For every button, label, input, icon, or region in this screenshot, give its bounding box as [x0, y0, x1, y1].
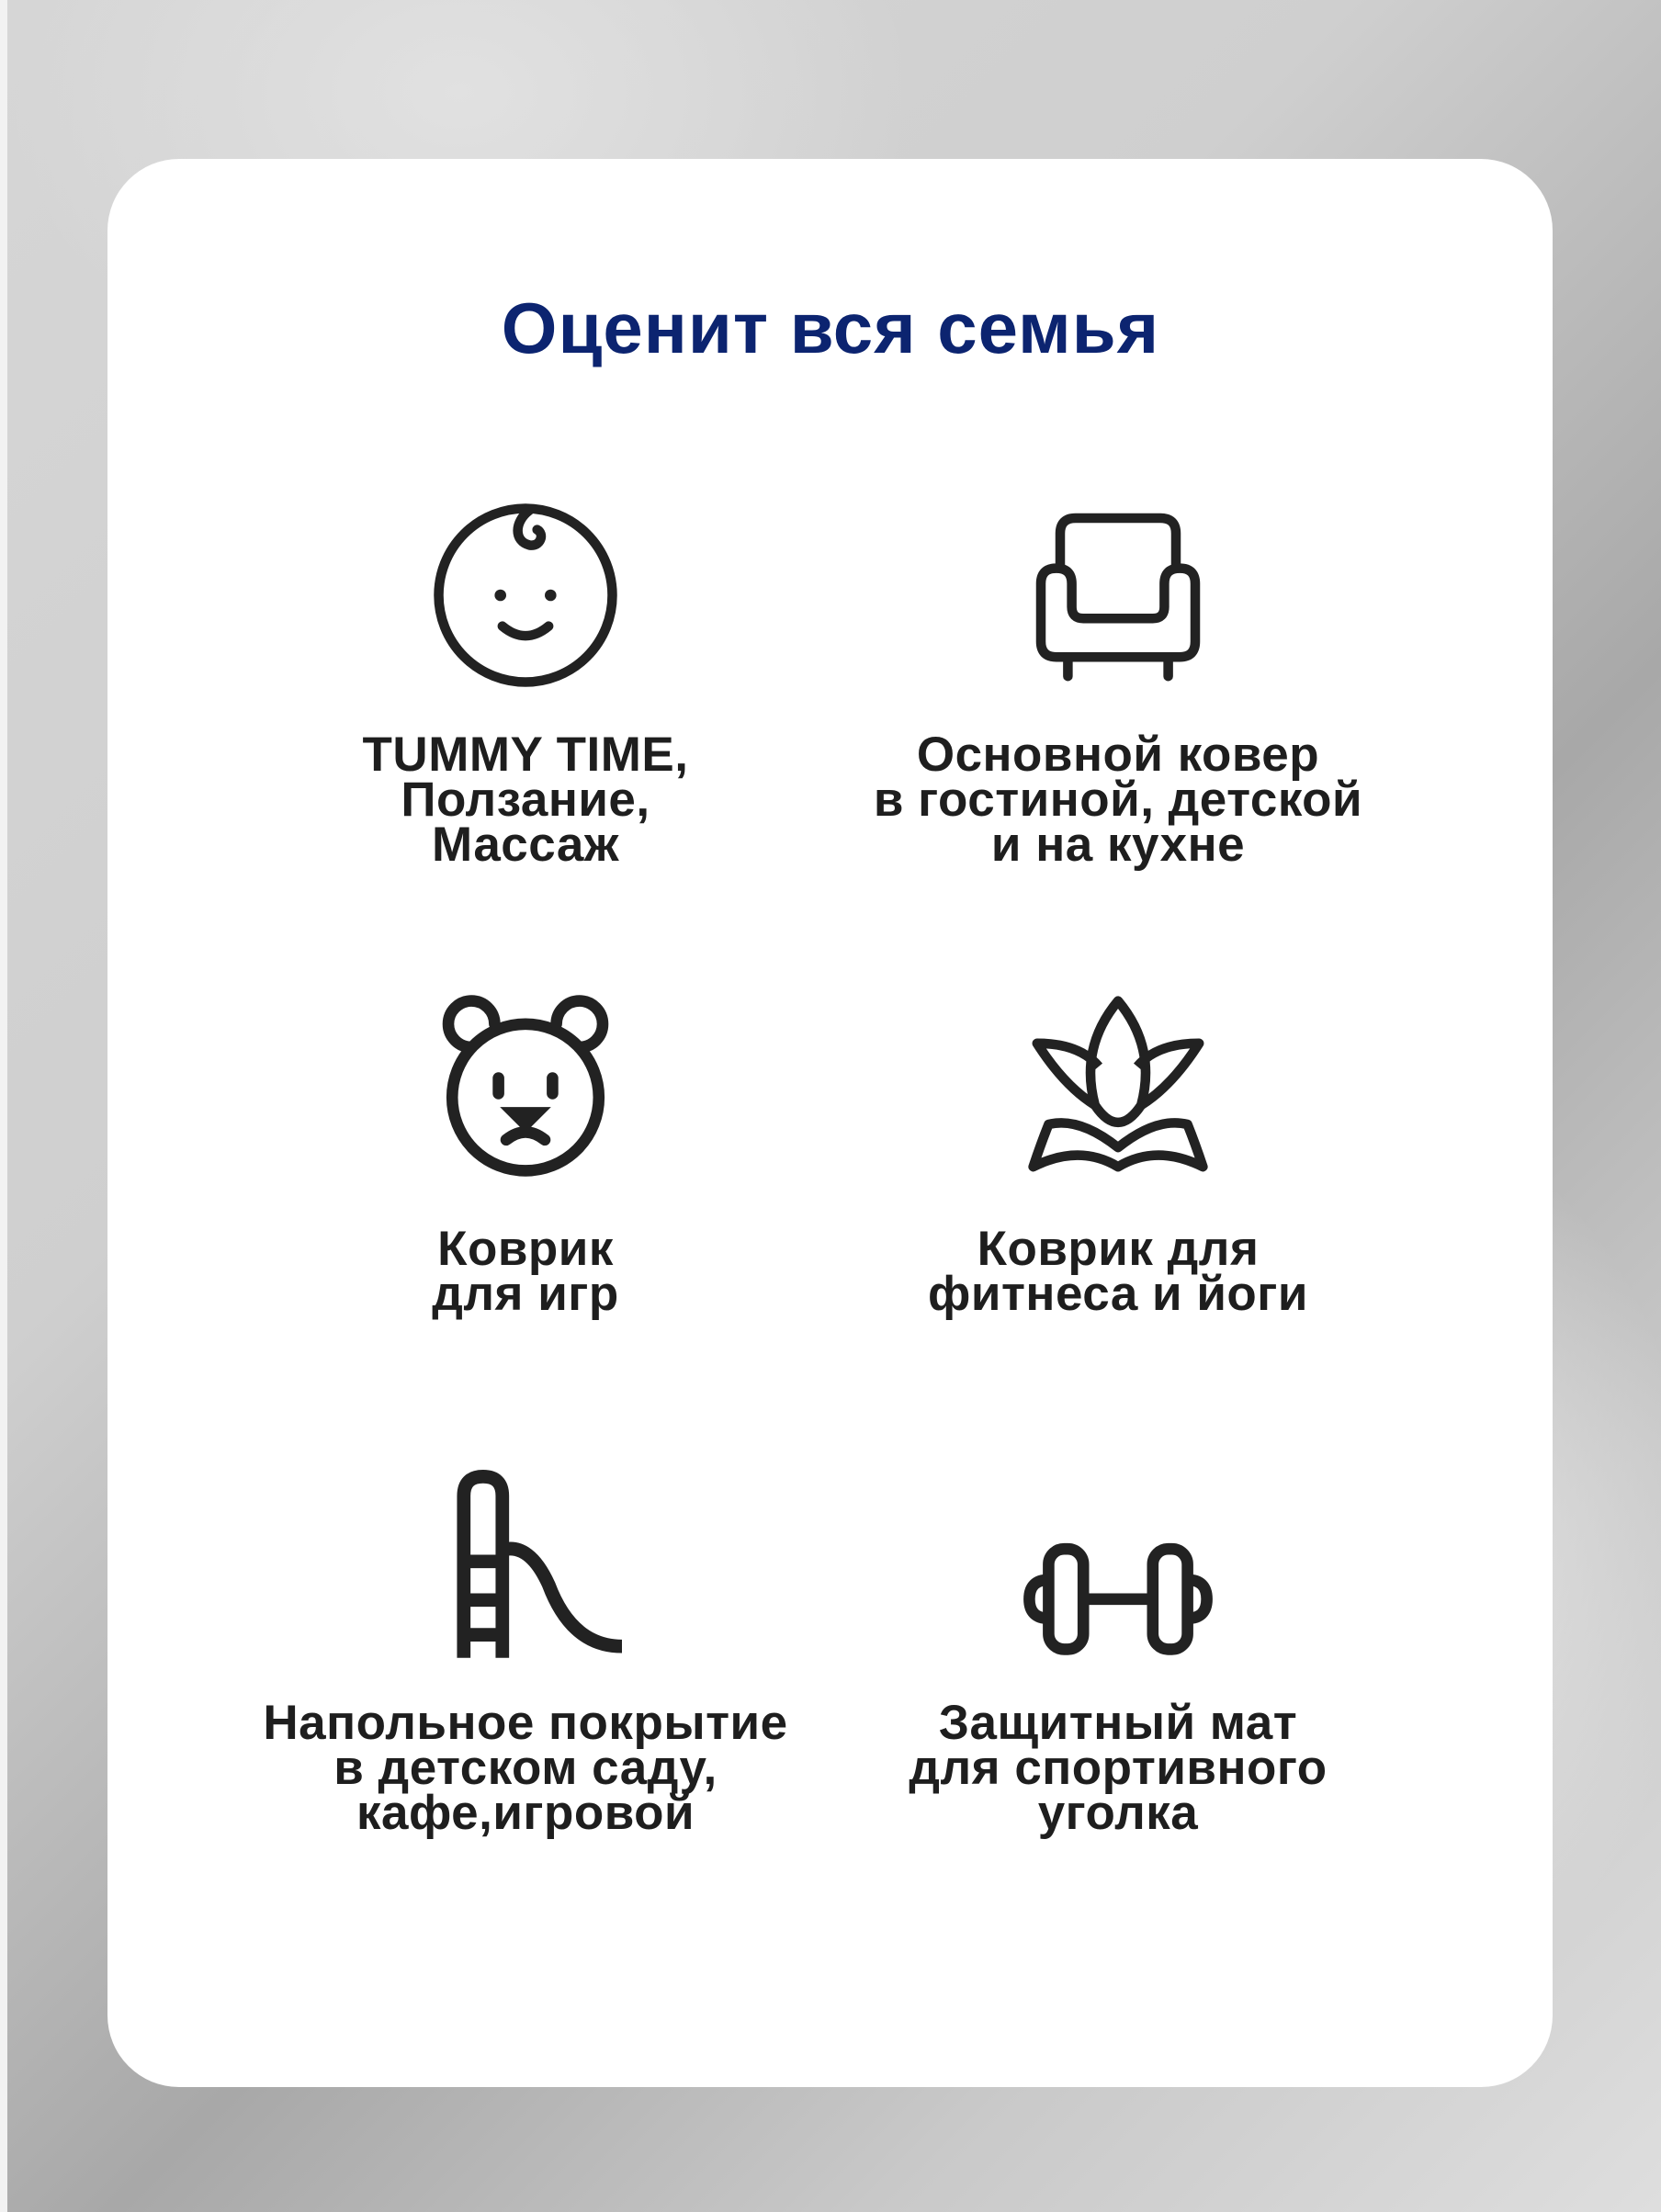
item-label-floor-covering: Напольное покрытие в детском саду, кафе,игровой — [263, 1696, 788, 1840]
dumbbell-icon — [1022, 1507, 1215, 1699]
item-label-fitness-yoga: Коврик для фитнеса и йоги — [928, 1222, 1308, 1321]
slide-icon — [429, 1469, 622, 1662]
lotus-icon — [1022, 989, 1215, 1182]
item-label-main-carpet: Основной ковер в гостиной, детской и на кухне — [873, 728, 1363, 872]
item-label-tummy-time: TUMMY TIME, Ползание, Массаж — [362, 728, 689, 872]
armchair-icon — [1022, 499, 1215, 692]
teddy-bear-icon — [429, 989, 622, 1182]
page-title: Оценит вся семья — [501, 288, 1160, 368]
item-label-protective-mat: Защитный мат для спортивного уголка — [909, 1696, 1328, 1840]
baby-face-icon — [429, 499, 622, 692]
item-label-play-mat: Коврик для игр — [432, 1222, 619, 1321]
